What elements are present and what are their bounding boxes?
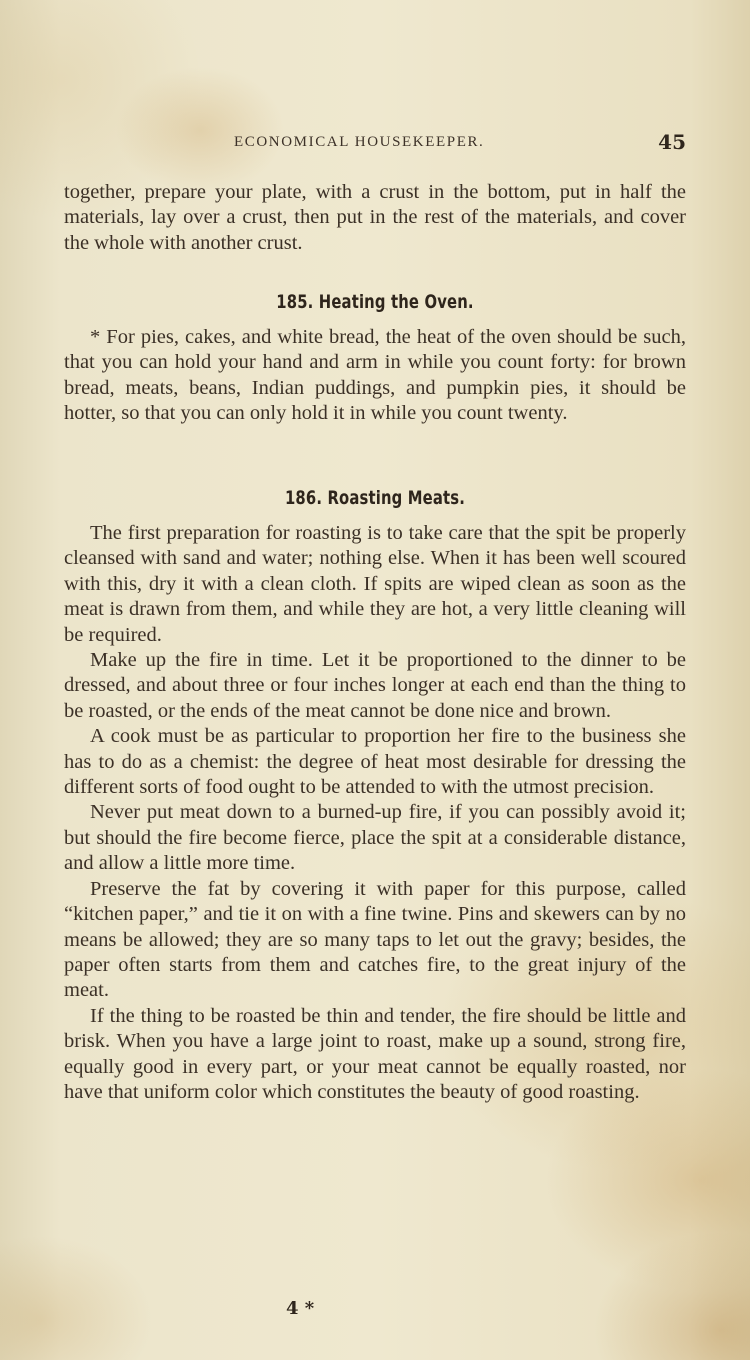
paragraph: Make up the fire in time. Let it be proportioned to the dinner to be dressed, and about three or four inches longer at each end than the thing to be roasted, or the ends of the meat cannot be done nice and brown. bbox=[64, 649, 686, 722]
paragraph: Never put meat down to a burned-up fire, if you can possibly avoid it; but should the fire become fierce, place the spit at a considerable distance, and allow a little more time. bbox=[64, 801, 686, 875]
paragraph: If the thing to be roasted be thin and tender, the fire should be little and brisk. When you have a large joint to roast, make up a sound, strong fire, equally good in every part, or your meat cannot be equally roasted, nor have that uniform color which constitutes the beauty of good roasting. bbox=[64, 1004, 686, 1103]
running-title: ECONOMICAL HOUSEKEEPER. bbox=[234, 134, 485, 150]
paragraph: Preserve the fat by covering it with paper for this purpose, called “kitchen paper,” and tie it on with a fine twine. Pins and skewers can by no means be allowed; they are so many taps to let out the gravy; besides, the paper often starts from them and catches fire, to the great injury of the meat. bbox=[64, 877, 686, 1002]
paragraph: A cook must be as particular to proportion her fire to the business she has to do as a chemist: the degree of heat most desirable for dressing the different sorts of food ought to be attended to with the utmost precision. bbox=[64, 725, 686, 799]
section-185-body bbox=[64, 325, 686, 427]
running-head bbox=[66, 130, 686, 156]
continuation-block bbox=[64, 180, 686, 256]
signature-mark: 4 * bbox=[286, 1298, 315, 1319]
page-number: 45 bbox=[658, 130, 686, 154]
section-186-body bbox=[64, 521, 686, 1105]
section-heading-186: 186. Roasting Meats. bbox=[284, 487, 466, 509]
section-heading-185: 185. Heating the Oven. bbox=[276, 291, 474, 313]
continuation-paragraph: together, prepare your plate, with a crust in the bottom, put in half the materials, lay over a crust, then put in the rest of the materials, and cover the whole with another crust. bbox=[64, 181, 686, 254]
paragraph: * For pies, cakes, and white bread, the heat of the oven should be such, that you can hold your hand and arm in while you count forty: for brown bread, meats, beans, Indian puddings, and pumpkin pies, it should be hotter, so that you can only hold it in while you count twenty. bbox=[64, 326, 686, 425]
paragraph: The first preparation for roasting is to take care that the spit be properly cleansed with sand and water; nothing else. When it has been well scoured with this, dry it with a clean cloth. If spits are wiped clean as soon as the meat is drawn from them, and while they are hot, a very little cleaning will be required. bbox=[64, 522, 686, 646]
